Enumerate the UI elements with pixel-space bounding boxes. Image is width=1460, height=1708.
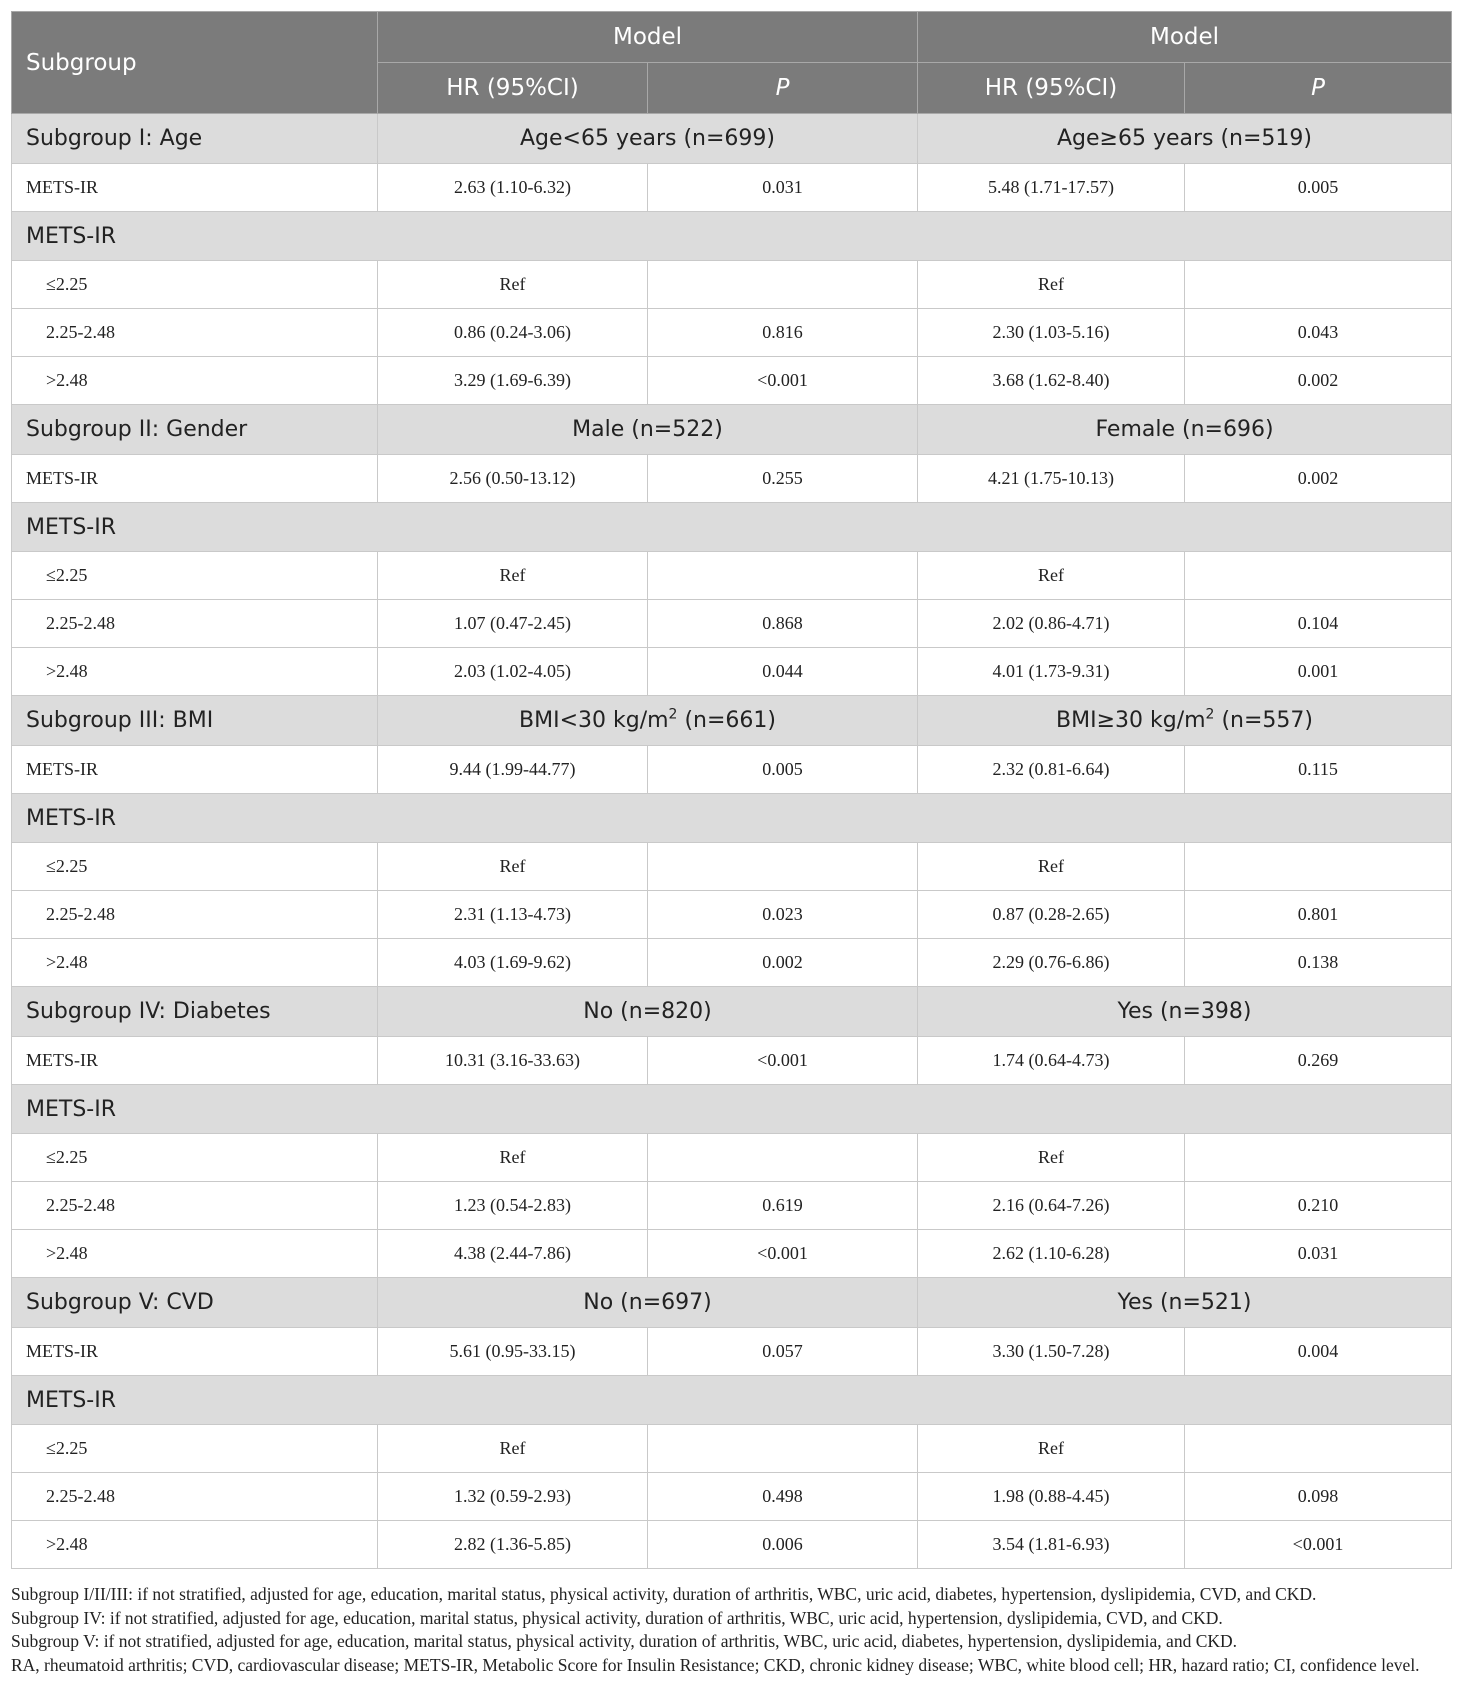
header-hr-left: HR (95%CI) — [378, 63, 648, 114]
row-label: 2.25-2.48 — [12, 1473, 378, 1521]
p-right-cell: 0.001 — [1185, 648, 1452, 696]
row-label: ≤2.25 — [12, 843, 378, 891]
hr-left-cell: 2.56 (0.50-13.12) — [378, 455, 648, 503]
section-row — [12, 1376, 1452, 1425]
p-right-cell — [1185, 1134, 1452, 1182]
hr-left-cell: 2.82 (1.36-5.85) — [378, 1521, 648, 1569]
group-header-row — [12, 114, 1452, 164]
group-header-row — [12, 405, 1452, 455]
footnote: Subgroup I/II/III: if not stratified, adjusted for age, education, marital status, physical activity, duration of arthritis, WBC, uric acid, diabetes, hypertension, dyslipidemia, CVD, and CKD. — [11, 1584, 1317, 1604]
row-label: ≤2.25 — [12, 552, 378, 600]
row-label: >2.48 — [12, 357, 378, 405]
p-right-cell: 0.098 — [1185, 1473, 1452, 1521]
hr-left-cell: 4.38 (2.44-7.86) — [378, 1230, 648, 1278]
table-row — [12, 648, 1452, 696]
hr-left-cell: 0.86 (0.24-3.06) — [378, 309, 648, 357]
row-label: METS-IR — [12, 164, 378, 212]
p-right-cell: 0.801 — [1185, 891, 1452, 939]
group-title: Subgroup V: CVD — [12, 1278, 378, 1328]
header-subgroup: Subgroup — [12, 12, 378, 114]
hr-right-cell: 3.68 (1.62-8.40) — [918, 357, 1185, 405]
header-p-right: P — [1185, 63, 1452, 114]
hr-left-cell: 1.32 (0.59-2.93) — [378, 1473, 648, 1521]
hr-right-cell: 2.16 (0.64-7.26) — [918, 1182, 1185, 1230]
p-right-cell: 0.269 — [1185, 1037, 1452, 1085]
footnote: Subgroup V: if not stratified, adjusted for age, education, marital status, physical activity, duration of arthritis, WBC, uric acid, diabetes, hypertension, dyslipidemia, and CKD. — [11, 1631, 1238, 1651]
hr-right-cell: 4.21 (1.75-10.13) — [918, 455, 1185, 503]
superscript: 2 — [1205, 706, 1215, 723]
stratum-text: BMI<30 kg/m — [519, 708, 669, 733]
stratum-text: (n=661) — [677, 708, 776, 733]
p-right-cell: 0.031 — [1185, 1230, 1452, 1278]
group-right-stratum — [918, 696, 1452, 746]
hr-left-cell: 9.44 (1.99-44.77) — [378, 746, 648, 794]
table-row — [12, 309, 1452, 357]
header-model-left: Model — [378, 12, 918, 63]
p-left-cell: <0.001 — [648, 357, 918, 405]
p-left-cell: 0.031 — [648, 164, 918, 212]
table-row — [12, 1521, 1452, 1569]
hr-left-cell: 1.07 (0.47-2.45) — [378, 600, 648, 648]
group-right-stratum: Age≥65 years (n=519) — [918, 114, 1452, 164]
hr-left-cell: Ref — [378, 843, 648, 891]
table-row — [12, 1473, 1452, 1521]
section-row — [12, 212, 1452, 261]
p-left-cell: 0.006 — [648, 1521, 918, 1569]
p-right-cell: 0.104 — [1185, 600, 1452, 648]
hr-left-cell: 10.31 (3.16-33.63) — [378, 1037, 648, 1085]
hr-right-cell: Ref — [918, 1425, 1185, 1473]
row-label: METS-IR — [12, 455, 378, 503]
hr-right-cell: 4.01 (1.73-9.31) — [918, 648, 1185, 696]
group-left-stratum — [378, 696, 918, 746]
hr-left-cell: 1.23 (0.54-2.83) — [378, 1182, 648, 1230]
stratum-text: (n=557) — [1214, 708, 1313, 733]
p-left-cell: 0.057 — [648, 1328, 918, 1376]
p-left-cell: 0.044 — [648, 648, 918, 696]
superscript: 2 — [668, 706, 678, 723]
group-left-stratum: No (n=697) — [378, 1278, 918, 1328]
p-right-cell — [1185, 1425, 1452, 1473]
group-left-stratum: Male (n=522) — [378, 405, 918, 455]
p-right-cell: 0.043 — [1185, 309, 1452, 357]
group-right-stratum: Yes (n=398) — [918, 987, 1452, 1037]
hr-right-cell: 3.54 (1.81-6.93) — [918, 1521, 1185, 1569]
hr-left-cell: 4.03 (1.69-9.62) — [378, 939, 648, 987]
hr-right-cell: 2.29 (0.76-6.86) — [918, 939, 1185, 987]
section-label: METS-IR — [12, 503, 1452, 552]
footnote: Subgroup IV: if not stratified, adjusted for age, education, marital status, physical activity, duration of arthritis, WBC, uric acid, hypertension, dyslipidemia, CVD, and CKD. — [11, 1607, 1223, 1628]
hr-left-cell: Ref — [378, 1134, 648, 1182]
group-left-stratum: No (n=820) — [378, 987, 918, 1037]
hr-left-cell: 2.03 (1.02-4.05) — [378, 648, 648, 696]
row-label: ≤2.25 — [12, 1425, 378, 1473]
table-row — [12, 1328, 1452, 1376]
table-row — [12, 1037, 1452, 1085]
table-footnotes — [11, 1583, 1451, 1677]
table-row — [12, 261, 1452, 309]
hr-right-cell: 1.74 (0.64-4.73) — [918, 1037, 1185, 1085]
group-title: Subgroup III: BMI — [12, 696, 378, 746]
row-label: 2.25-2.48 — [12, 1182, 378, 1230]
header-model-right: Model — [918, 12, 1452, 63]
p-left-cell: <0.001 — [648, 1230, 918, 1278]
section-label: METS-IR — [12, 1085, 1452, 1134]
p-left-cell: 0.005 — [648, 746, 918, 794]
table-row — [12, 746, 1452, 794]
hr-right-cell: 2.30 (1.03-5.16) — [918, 309, 1185, 357]
group-right-stratum: Female (n=696) — [918, 405, 1452, 455]
p-left-cell — [648, 1425, 918, 1473]
hr-right-cell: 5.48 (1.71-17.57) — [918, 164, 1185, 212]
hr-left-cell: 3.29 (1.69-6.39) — [378, 357, 648, 405]
section-label: METS-IR — [12, 212, 1452, 261]
p-right-cell: 0.210 — [1185, 1182, 1452, 1230]
p-right-cell: 0.004 — [1185, 1328, 1452, 1376]
group-header-row — [12, 987, 1452, 1037]
p-left-cell: 0.816 — [648, 309, 918, 357]
table-row — [12, 843, 1452, 891]
p-right-cell — [1185, 261, 1452, 309]
row-label: ≤2.25 — [12, 1134, 378, 1182]
p-right-cell: <0.001 — [1185, 1521, 1452, 1569]
table-row — [12, 600, 1452, 648]
group-title: Subgroup I: Age — [12, 114, 378, 164]
row-label: METS-IR — [12, 1037, 378, 1085]
p-right-cell — [1185, 843, 1452, 891]
hr-right-cell: 0.87 (0.28-2.65) — [918, 891, 1185, 939]
p-left-cell: 0.023 — [648, 891, 918, 939]
section-label: METS-IR — [12, 1376, 1452, 1425]
table-row — [12, 939, 1452, 987]
row-label: METS-IR — [12, 746, 378, 794]
table-row — [12, 164, 1452, 212]
p-left-cell: <0.001 — [648, 1037, 918, 1085]
section-row — [12, 503, 1452, 552]
section-row — [12, 1085, 1452, 1134]
row-label: 2.25-2.48 — [12, 891, 378, 939]
hr-right-cell: 2.62 (1.10-6.28) — [918, 1230, 1185, 1278]
header-hr-right: HR (95%CI) — [918, 63, 1185, 114]
p-left-cell: 0.619 — [648, 1182, 918, 1230]
hr-right-cell: 3.30 (1.50-7.28) — [918, 1328, 1185, 1376]
p-right-cell: 0.002 — [1185, 357, 1452, 405]
p-left-cell — [648, 1134, 918, 1182]
table-row — [12, 1230, 1452, 1278]
group-title: Subgroup II: Gender — [12, 405, 378, 455]
p-left-cell — [648, 552, 918, 600]
table-row — [12, 357, 1452, 405]
hr-right-cell: Ref — [918, 261, 1185, 309]
hr-right-cell: Ref — [918, 552, 1185, 600]
row-label: >2.48 — [12, 1230, 378, 1278]
section-row — [12, 794, 1452, 843]
p-right-cell: 0.138 — [1185, 939, 1452, 987]
p-left-cell: 0.255 — [648, 455, 918, 503]
hr-right-cell: Ref — [918, 1134, 1185, 1182]
group-header-row — [12, 696, 1452, 746]
footnote: RA, rheumatoid arthritis; CVD, cardiovascular disease; METS-IR, Metabolic Score for Insulin Resistance; CKD, chronic kidney disease; WBC, white blood cell; HR, hazard ratio; CI, confidence level. — [11, 1654, 1420, 1675]
group-right-stratum: Yes (n=521) — [918, 1278, 1452, 1328]
row-label: >2.48 — [12, 1521, 378, 1569]
hr-right-cell: Ref — [918, 843, 1185, 891]
section-label: METS-IR — [12, 794, 1452, 843]
p-right-cell: 0.115 — [1185, 746, 1452, 794]
p-right-cell — [1185, 552, 1452, 600]
p-left-cell: 0.002 — [648, 939, 918, 987]
p-left-cell — [648, 843, 918, 891]
header-p-left: P — [648, 63, 918, 114]
row-label: >2.48 — [12, 939, 378, 987]
table-row — [12, 455, 1452, 503]
p-right-cell: 0.005 — [1185, 164, 1452, 212]
hr-left-cell: Ref — [378, 261, 648, 309]
hr-left-cell: Ref — [378, 1425, 648, 1473]
row-label: >2.48 — [12, 648, 378, 696]
row-label: 2.25-2.48 — [12, 309, 378, 357]
p-right-cell: 0.002 — [1185, 455, 1452, 503]
p-left-cell — [648, 261, 918, 309]
table-row — [12, 891, 1452, 939]
table-container — [11, 11, 1451, 1569]
p-left-cell: 0.498 — [648, 1473, 918, 1521]
hr-right-cell: 2.32 (0.81-6.64) — [918, 746, 1185, 794]
hr-right-cell: 2.02 (0.86-4.71) — [918, 600, 1185, 648]
p-left-cell: 0.868 — [648, 600, 918, 648]
hr-left-cell: 5.61 (0.95-33.15) — [378, 1328, 648, 1376]
table-row — [12, 552, 1452, 600]
row-label: ≤2.25 — [12, 261, 378, 309]
subgroup-table — [11, 11, 1452, 1569]
table-row — [12, 1134, 1452, 1182]
table-row — [12, 1182, 1452, 1230]
stratum-text: BMI≥30 kg/m — [1056, 708, 1206, 733]
group-header-row — [12, 1278, 1452, 1328]
hr-left-cell: 2.31 (1.13-4.73) — [378, 891, 648, 939]
hr-left-cell: 2.63 (1.10-6.32) — [378, 164, 648, 212]
row-label: 2.25-2.48 — [12, 600, 378, 648]
hr-right-cell: 1.98 (0.88-4.45) — [918, 1473, 1185, 1521]
hr-left-cell: Ref — [378, 552, 648, 600]
group-left-stratum: Age<65 years (n=699) — [378, 114, 918, 164]
row-label: METS-IR — [12, 1328, 378, 1376]
table-row — [12, 1425, 1452, 1473]
group-title: Subgroup IV: Diabetes — [12, 987, 378, 1037]
